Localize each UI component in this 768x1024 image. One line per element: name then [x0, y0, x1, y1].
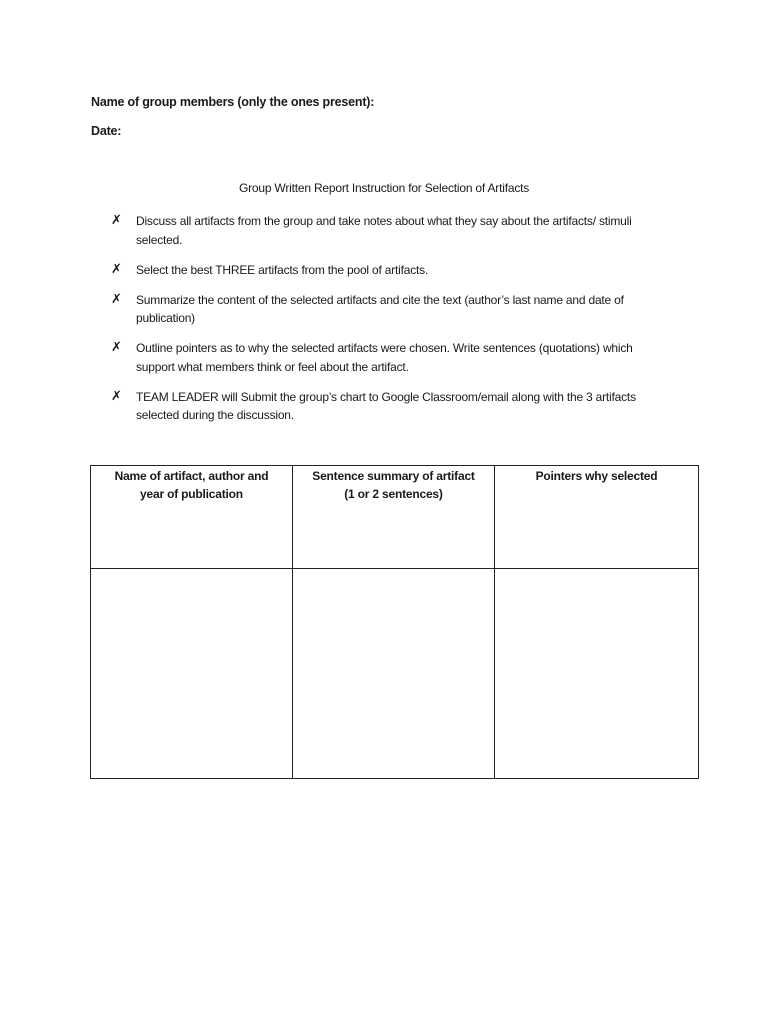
- artifact-table: [90, 465, 699, 779]
- date-label: Date:: [91, 124, 122, 138]
- instruction-text: Outline pointers as to why the selected artifacts were chosen. Write sentences (quotations) which support what members think or feel about the artifact.: [136, 341, 633, 374]
- summary-cell[interactable]: [293, 569, 495, 779]
- instruction-text: Discuss all artifacts from the group and take notes about what they say about the artifacts/ stimuli selected.: [136, 214, 632, 247]
- x-mark-icon: ✗: [111, 388, 122, 404]
- table-row: [91, 569, 699, 779]
- x-mark-icon: ✗: [111, 340, 122, 355]
- artifact-cell[interactable]: [91, 569, 293, 779]
- column-header-summary: Sentence summary of artifact (1 or 2 sentences): [293, 466, 495, 569]
- list-item: [111, 388, 671, 425]
- x-mark-icon: ✗: [111, 261, 122, 277]
- table-header-row: [91, 466, 699, 569]
- column-header-artifact: Name of artifact, author and year of publication: [91, 466, 293, 569]
- instruction-text: Select the best THREE artifacts from the pool of artifacts.: [136, 262, 429, 277]
- list-item: [111, 212, 671, 249]
- list-item: [111, 339, 671, 376]
- instruction-list: [111, 212, 671, 436]
- document-title: Group Written Report Instruction for Selection of Artifacts: [238, 181, 530, 195]
- group-members-label: Name of group members (only the ones present):: [91, 95, 375, 109]
- column-header-pointers: Pointers why selected: [495, 466, 699, 569]
- x-mark-icon: ✗: [111, 213, 122, 228]
- pointers-cell[interactable]: [495, 569, 699, 779]
- instruction-text: TEAM LEADER will Submit the group’s chart to Google Classroom/email along with the 3 artifacts selected during the discussion.: [136, 389, 636, 422]
- list-item: [111, 291, 671, 328]
- list-item: [111, 261, 671, 280]
- x-mark-icon: ✗: [111, 291, 122, 307]
- instruction-text: Summarize the content of the selected artifacts and cite the text (author’s last name and date of publication): [136, 292, 624, 325]
